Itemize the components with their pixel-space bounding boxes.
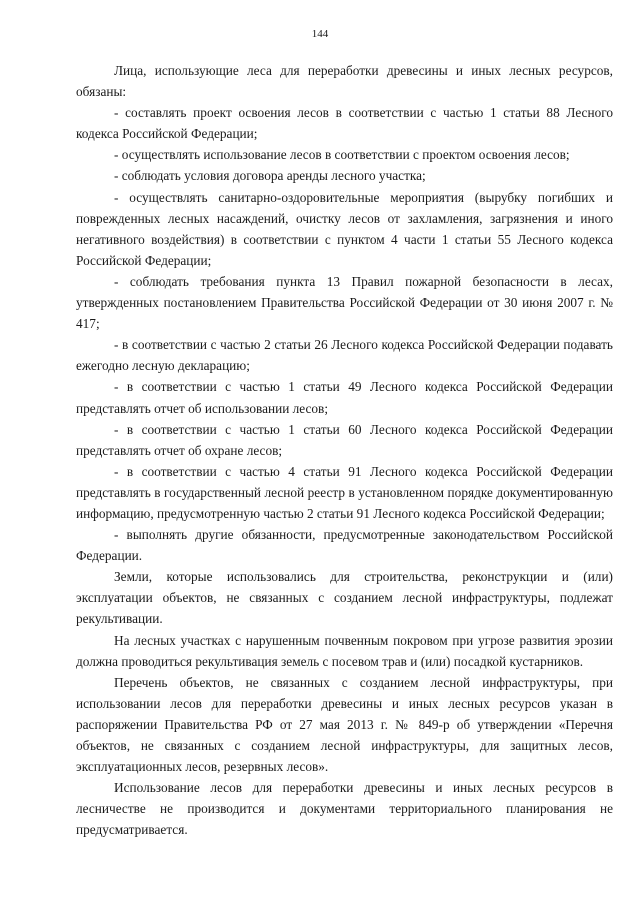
list-item: - осуществлять санитарно-оздоровительные мероприятия (вырубку погибших и поврежденных лесных насаждений, очистку лесов от захламления, загрязнения и иного негативного воздействия) в соответствии с пунктом 4 части 1 статьи 55 Лесного кодекса Российской Федерации; <box>76 189 613 268</box>
list-item: - в соответствии с частью 1 статьи 60 Лесного кодекса Российской Федерации представлять отчет об охране лесов; <box>76 421 613 458</box>
paragraph-recultivation: Земли, которые использовались для строительства, реконструкции и (или) эксплуатации объектов, не связанных с созданием лесной инфраструктуры, подлежат рекультивации. <box>76 569 613 627</box>
list-item: - в соответствии с частью 4 статьи 91 Лесного кодекса Российской Федерации представлять в государственный лесной реестр в установленном порядке документированную информацию, предусмотренную частью 2 статьи 91 Лесного кодекса Российской Федерации; <box>76 463 613 521</box>
document-body <box>76 60 613 840</box>
page-number: 144 <box>311 28 329 40</box>
list-item: - выполнять другие обязанности, предусмотренные законодательством Российской Федерации. <box>76 527 613 564</box>
list-item: - в соответствии с частью 2 статьи 26 Лесного кодекса Российской Федерации подавать ежегодно лесную декларацию; <box>76 337 613 374</box>
list-item: - составлять проект освоения лесов в соответствии с частью 1 статьи 88 Лесного кодекса Российской Федерации; <box>76 105 613 142</box>
list-item: - осуществлять использование лесов в соответствии с проектом освоения лесов; <box>114 147 570 163</box>
paragraph-obligations-intro: Лица, использующие леса для переработки древесины и иных лесных ресурсов, обязаны: <box>76 63 613 100</box>
paragraph-erosion: На лесных участках с нарушенным почвенным покровом при угрозе развития эрозии должна проводиться рекультивация земель с посевом трав и (или) посадкой кустарников. <box>76 632 613 669</box>
list-item: - в соответствии с частью 1 статьи 49 Лесного кодекса Российской Федерации представлять отчет об использовании лесов; <box>76 379 613 416</box>
list-item: - соблюдать требования пункта 13 Правил пожарной безопасности в лесах, утвержденных постановлением Правительства Российской Федерации от 30 июня 2007 г. № 417; <box>76 273 613 332</box>
paragraph-conclusion: Использование лесов для переработки древесины и иных лесных ресурсов в лесничестве не производится и документами территориального планирования не предусматривается. <box>76 780 613 838</box>
paragraph-objects-list: Перечень объектов, не связанных с созданием лесной инфраструктуры, при использовании лесов для переработки древесины и иных лесных ресурсов указан в распоряжении Правительства РФ от 27 мая 2013 г. № 849-р об утверждении «Перечня объектов, не связанных с созданием лесной инфраструктуры, для защитных лесов, эксплуатационных лесов, резервных лесов». <box>76 674 613 775</box>
list-item: - соблюдать условия договора аренды лесного участка; <box>114 168 426 184</box>
